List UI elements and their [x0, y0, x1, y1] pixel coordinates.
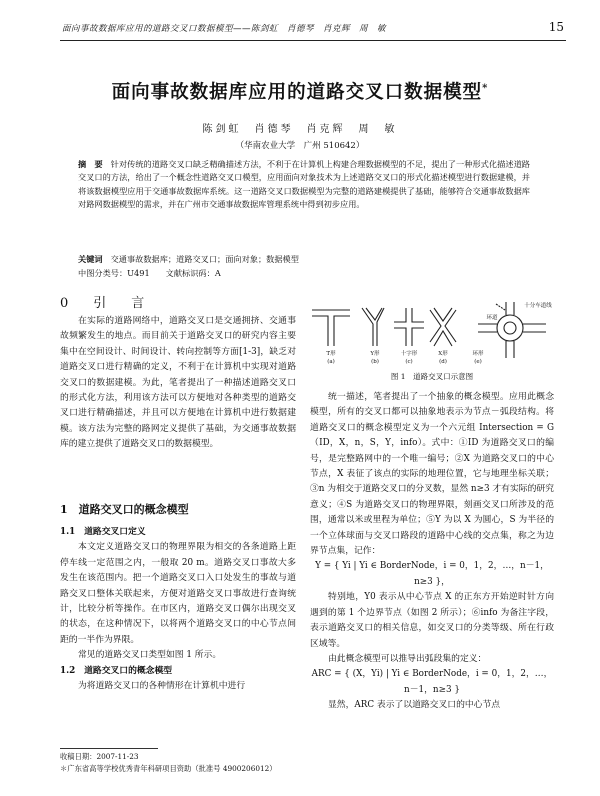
formula-arc: ARC = { (X，Yi) | Yi ∈ BorderNode，i = 0，1，2，…，n－1，n≥3 }	[311, 669, 553, 695]
right-paragraph-arc: 显然，ARC 表示了以道路交叉口的中心节点	[328, 700, 501, 711]
section-0-body	[60, 314, 296, 453]
section-0-heading: 0 引 言	[60, 296, 151, 311]
right-paragraph-model: 统一描述，笔者提出了一个抽象的概念模型。应用此概念模型，所有的交叉口都可以抽象地表示为节点－弧段结构。将道路交叉口的概念模型定义为一个六元组 Intersection = G（ID，X，n，S，Y，info）。式中：①ID 为道路交叉口的编号，是完整路网中的一个唯一编号；②X 为道路交叉口的中心节点，X 表征了该点的实际的地理位置，它与地理坐标关联；③n 为相交于道路交叉口的分叉数，显然 n≥3 才有实际的研究意义；④S 为道路交叉口的物理界限，刻画交叉口所涉及的范围，通常以米或里程为单位；⑤Y 为以 X 为圆心，S 为半径的一个立体球面与交叉口路段的道路中心线的交点集，称之为边界节点集，记作：	[310, 392, 554, 557]
fig-sublabel-c: (c)	[405, 359, 413, 365]
fig-label-ring: 环形	[472, 351, 484, 357]
right-paragraph-arc-intro: 由此概念模型可以推导出弧段集的定义：	[328, 653, 487, 664]
right-column-body	[310, 390, 554, 714]
y-intersection-shape	[362, 308, 384, 346]
title-footnote-mark: *	[482, 82, 489, 94]
keywords	[78, 253, 530, 266]
paper-title-text: 面向事故数据库应用的道路交叉口数据模型	[111, 82, 483, 103]
figure-1-intersection-types	[310, 300, 554, 370]
keywords-text: 交通事故数据库；道路交叉口；面向对象；数据模型	[110, 254, 299, 264]
subsection-1-2-heading: 1.2 道路交叉口的概念模型	[60, 665, 173, 676]
figure-reference-paragraph: 常见的道路交叉口类型如图 1 所示。	[78, 650, 222, 661]
doc-code-label: 文献标识码：	[165, 268, 215, 278]
paper-title	[0, 78, 600, 104]
keywords-label: 关键词	[78, 254, 103, 264]
header-rule	[60, 40, 566, 41]
right-paragraph-y0: 特别地，Y0 表示从中心节点 X 的正东方开始逆时针方向遇到的第 1 个边界节点（如图 2 所示）；⑥info 为备注字段，表示道路交叉口的相关信息，如交叉口的分类等级、所在行政区域等。	[310, 592, 554, 649]
fig-label-t: T形	[326, 351, 336, 357]
fig-label-cross: 十字形	[400, 351, 418, 357]
subsection-1-2-paragraph: 为将道路交叉口的各种情形在计算机中进行	[78, 681, 246, 692]
fig-sublabel-a: (a)	[327, 359, 335, 365]
footnote-received: 收稿日期：2007-11-23	[60, 752, 139, 761]
formula-border-nodes: Y = { Yi | Yi ∈ BorderNode，i = 0，1，2，…，n－1，n≥3 }，	[315, 561, 549, 587]
roundabout-shape	[478, 302, 546, 358]
fig-sublabel-b: (b)	[371, 359, 379, 365]
page-number: 15	[548, 20, 564, 34]
fig-annotation-lane: 十分车道线	[524, 303, 552, 309]
x-intersection-shape	[430, 308, 456, 346]
doc-code: A	[214, 268, 221, 278]
clc-code: U491	[127, 268, 150, 278]
figure-1-caption: 图 1 道路交叉口示意图	[390, 372, 474, 381]
clc-label: 中图分类号：	[78, 268, 128, 278]
fig-label-y: Y形	[370, 351, 380, 357]
running-header: 面向事故数据库应用的道路交叉口数据模型——陈剑虹 肖德琴 肖克辉 周 敏	[62, 24, 387, 34]
fig-annotation-ring: 环道	[486, 315, 498, 321]
section-1-heading: 1 道路交叉口的概念模型	[60, 503, 189, 516]
section-0-paragraph: 在实际的道路网络中，道路交叉口是交通拥挤、交通事故频繁发生的地点。而目前关于道路交叉口的研究内容主要集中在空间设计、时间设计、转向控制等方面[1-3]，缺乏对道路交叉口进行精确的定义，不利于在计算机中实现对道路交叉口的数据建模。为此，笔者提出了一种描述道路交叉口的形式化方法，利用该方法可以方便地对各种类型的道路交叉口进行精确描述，并且可以方便地在计算机中进行数据建模。该方法为完整的路网定义提供了基础，为交通事故数据库的建立提供了道路交叉口的数据模型。	[60, 316, 296, 450]
fig-sublabel-e: (e)	[474, 359, 482, 365]
abstract	[78, 158, 530, 212]
abstract-label: 摘 要	[78, 159, 103, 169]
authors: 陈剑虹 肖德琴 肖克辉 周 敏	[202, 124, 398, 135]
affiliation: （华南农业大学 广州 510642）	[235, 141, 365, 151]
cross-intersection-shape	[394, 308, 424, 346]
subsection-1-1-heading: 1.1 道路交叉口定义	[60, 527, 146, 537]
abstract-text: 针对传统的道路交叉口缺乏精确描述方法，不利于在计算机上构建合理数据模型的不足，提出了一种形式化描述道路交叉口的方法，给出了一个概念性道路交叉口模型，应用面向对象技术为上述道路交叉口的形式化描述模型进行数据建模，并将该数据模型应用于交通事故数据库系统。这一道路交叉口数据模型为完整的道路建模提供了基础，能够符合交通事故数据库对路网数据模型的需求，并在广州市交通事故数据库管理系统中得到初步应用。	[78, 159, 530, 210]
footnote-rule	[60, 748, 158, 749]
footnote-funding: ＊广东省高等学校优秀青年科研项目资助（批准号 4900206012）	[60, 764, 277, 773]
fig-sublabel-d: (d)	[439, 359, 447, 365]
fig-label-x: X形	[438, 351, 448, 357]
lane-annotation-pointer	[496, 304, 505, 310]
t-intersection-shape	[312, 310, 350, 346]
subsection-1-1-paragraph: 本文定义道路交叉口的物理界限为相交的各条道路上距停车线一定范围之内，一般取 20 m。道路交叉口事故大多发生在该范围内。把一个道路交叉口入口处发生的事故与道路交叉口整体关联起来，方便对道路交叉口事故进行查询统计，比较分析等操作。在市区内，道路交叉口偶尔出现交叉的状态，在这种情况下，以将两个道路交叉口的中心节点间距的一半作为界限。	[60, 542, 296, 645]
section-1-body	[60, 525, 296, 694]
classification	[78, 267, 530, 280]
